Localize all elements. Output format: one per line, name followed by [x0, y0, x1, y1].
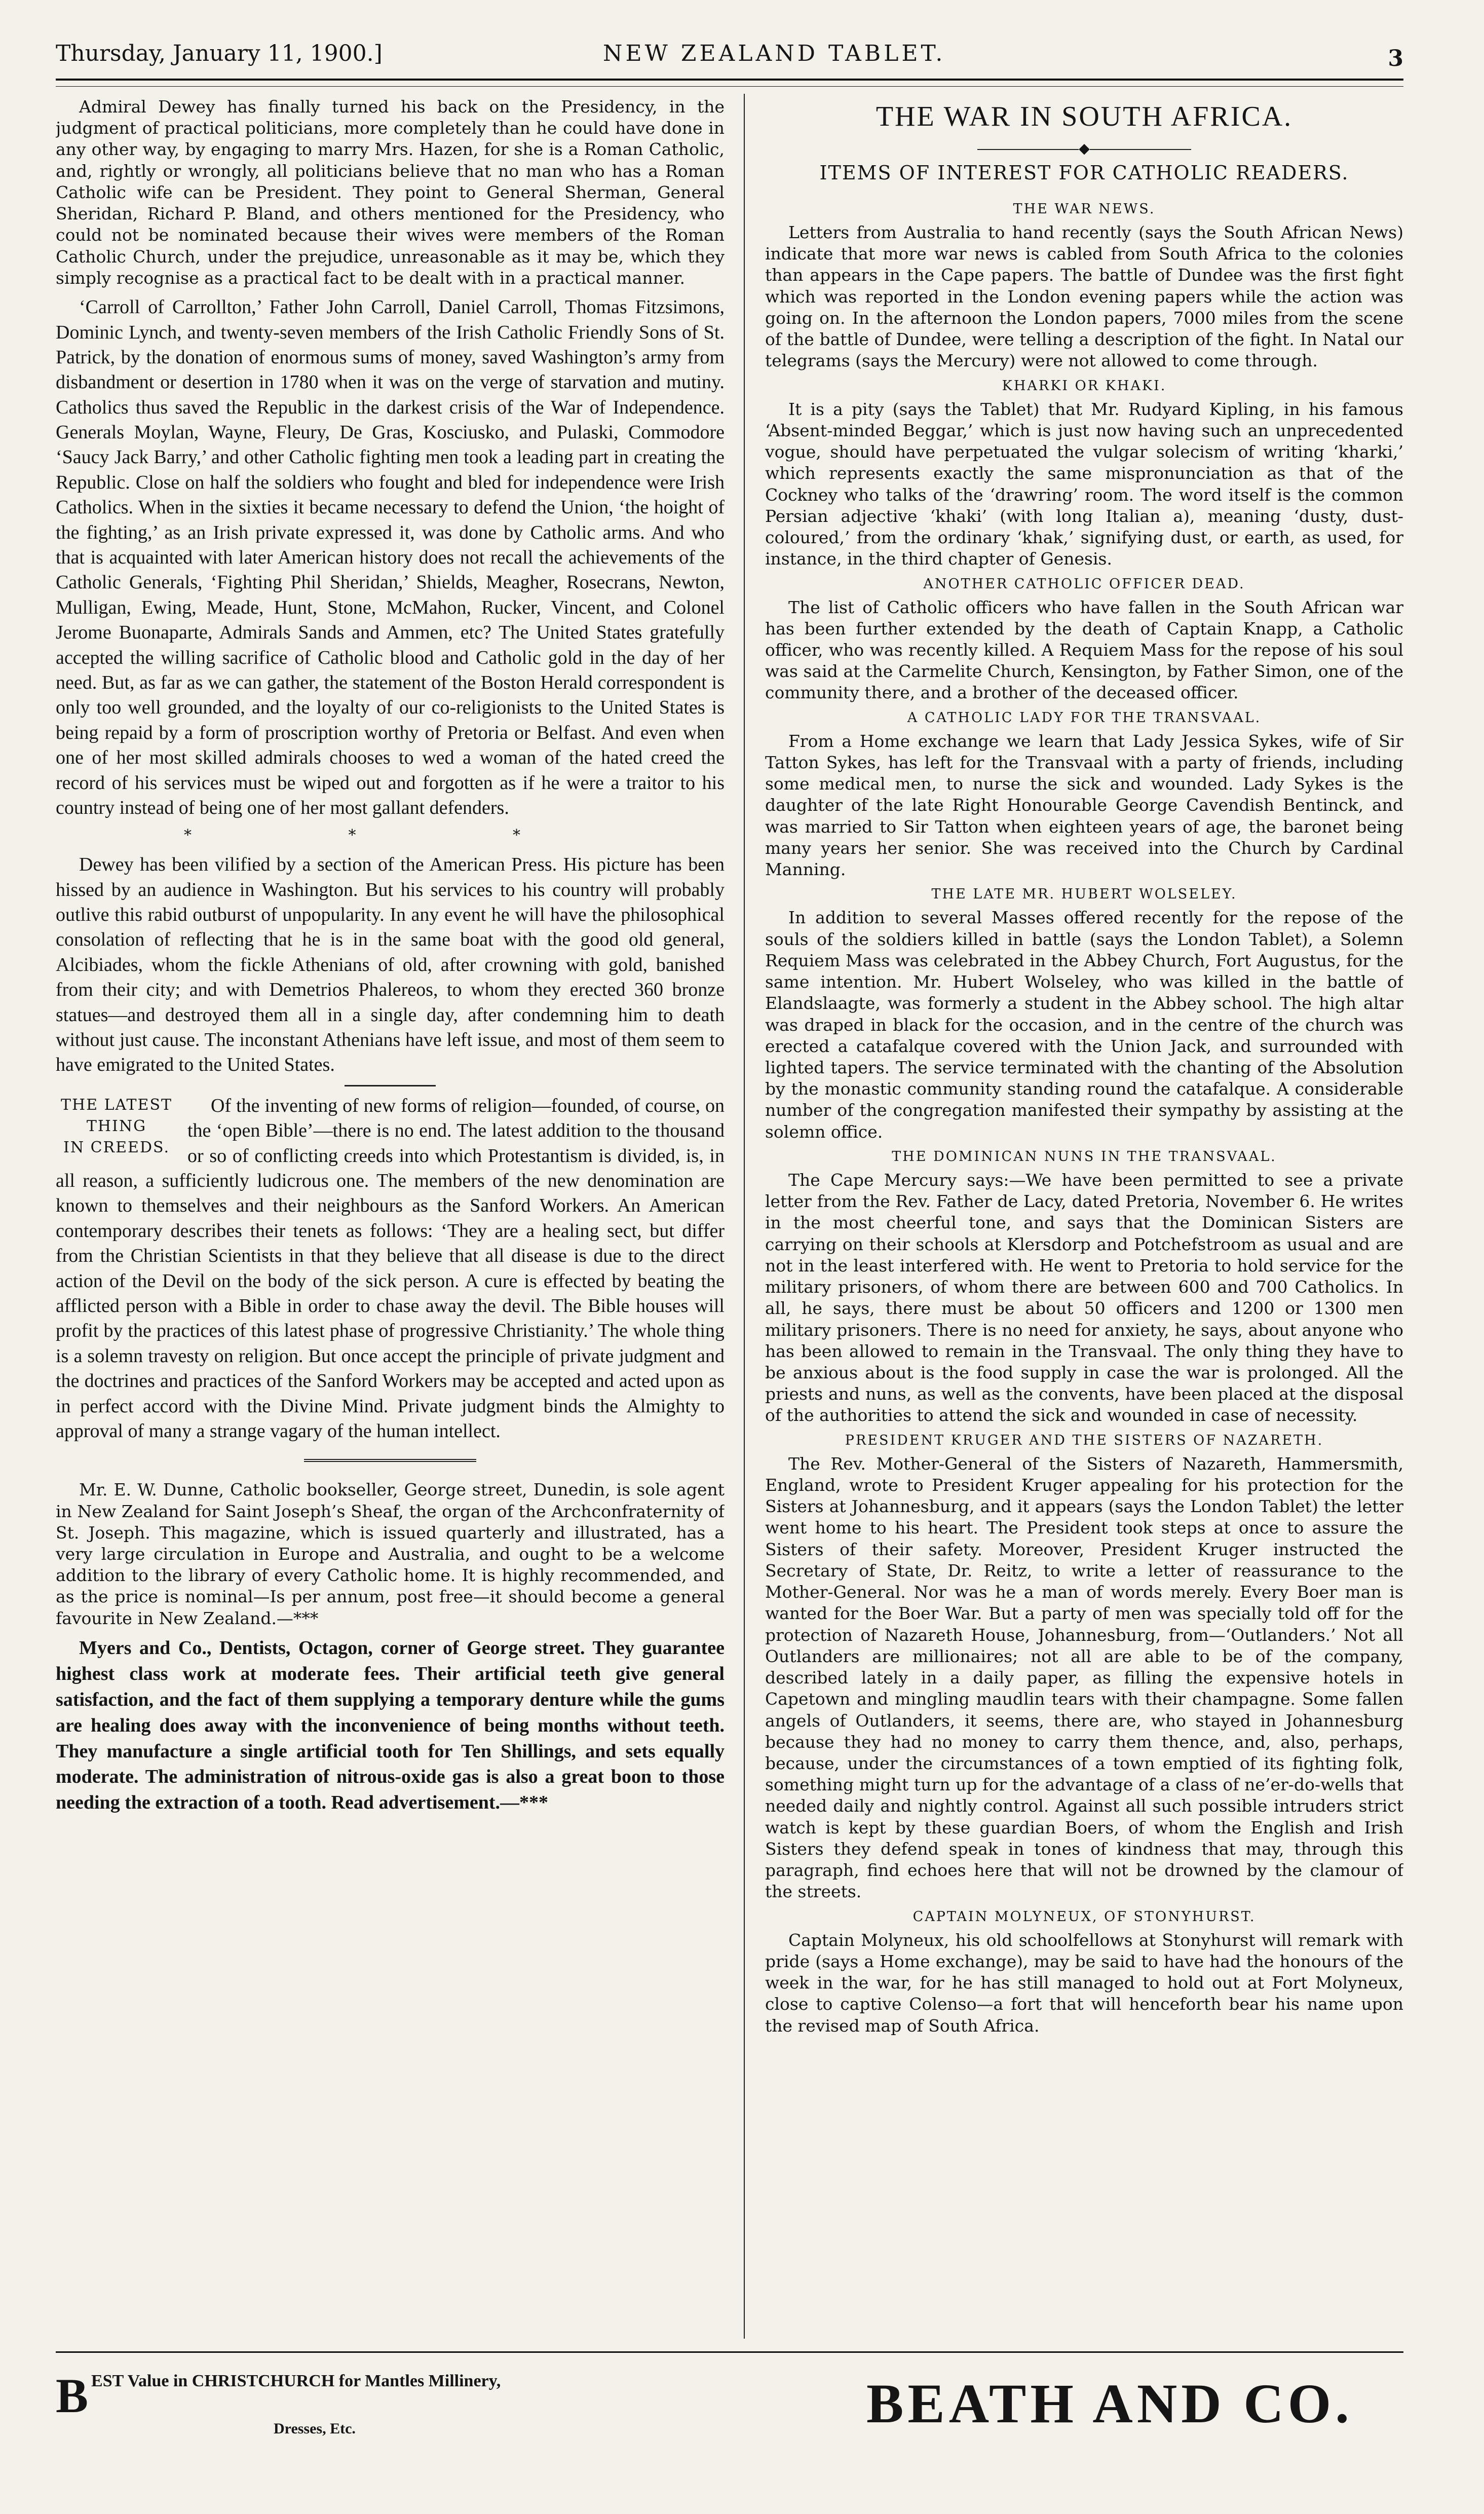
myers-notice: Myers and Co., Dentists, Octagon, corner of George street. They guarantee highest class work at moderate fees. Their artificial teeth give general satisfaction, and the fact of them supplying a temporary denture while the gums are healing does away with the inconvenience of being months without teeth. They manufacture a single artificial tooth for Ten Shillings, and sets equally moderate. The administration of nitrous-oxide gas is also a great boon to those needing the extraction of a tooth. Read advertisement.—***	[56, 1637, 725, 1814]
section-stars: * * *	[183, 827, 597, 845]
right-column	[765, 96, 1403, 2336]
section-heading: THE LATE MR. HUBERT WOLSELEY.	[931, 886, 1237, 903]
officer-paragraph: The list of Catholic officers who have fallen in the South African war has been further extended by the death of Captain Knapp, a Catholic officer, who was recently killed. A Requiem Mass for the repose of his soul was said at the Carmelite Church, Kensington, by Father Simon, one of the community there, and a brother of the deceased officer.	[765, 597, 1403, 703]
dewey-paragraph: Admiral Dewey has finally turned his back on the Presidency, in the judgment of practical politicians, more completely than he could have done in any other way, by engaging to marry Mrs. Hazen, for she is a Roman Catholic, and, rightly or wrongly, all politicians believe that no man who has a Roman Catholic wife can be President. They point to General Sherman, General Sheridan, Richard P. Bland, and others mentioned for the Presidency, who could not be nominated because their wives were members of the Roman Catholic Church, under the prejudice, unreasonable as it may be, which they simply recognise as a practical fact to be dealt with in a practical manner.	[56, 97, 725, 288]
carroll-paragraph: ‘Carroll of Carrollton,’ Father John Carroll, Daniel Carroll, Thomas Fitzsimons, Dominic Lynch, and twenty-seven members of the Irish Catholic Friendly Sons of St. Patrick, by the donation of enormous sums of money, saved Washington’s army from disbandment or desertion in 1780 when it was on the verge of starvation and mutiny. Catholics thus saved the Republic in the darkest crisis of the War of Independence. Generals Moylan, Wayne, Fleury, De Gras, Kosciusko, and Pulaski, Commodore ‘Saucy Jack Barry,’ and other Catholic fighting men took a leading part in creating the Republic. Close on half the soldiers who fought and bled for independence were Irish Catholics. When in the sixties it became necessary to defend the Union, ‘the hoight of the fighting,’ as an Irish private expressed it, was done by Catholic arms. And who that is acquainted with later American history does not recall the achievements of the Catholic Generals, ‘Fighting Phil Sheridan,’ Shields, Meagher, Rosecrans, Newton, Mulligan, Ewing, Meade, Hunt, Stone, McMahon, Rucker, Vincent, and Colonel Jerome Buonaparte, Admirals Sands and Ammen, etc? The United States gratefully accepted the willing sacrifice of Catholic blood and Catholic gold in the day of her need. But, as far as we can gather, the statement of the Boston Herald correspondent is only too well grounded, and the loyalty of our co-religionists to the United States is being repaid by a form of proscription worthy of Pretoria or Belfast. And even when one of her most skilled admirals chooses to wed a woman of the hated creed the record of his services must be wiped out and forgotten as if he were a traitor to his country instead of being one of her most gallant defenders.	[56, 296, 725, 818]
war-title: THE WAR IN SOUTH AFRICA.	[876, 101, 1293, 132]
issue-date: Thursday, January 11, 1900.]	[56, 41, 383, 66]
side-heading-line: THE LATEST	[60, 1096, 173, 1114]
left-column	[56, 96, 725, 2336]
masthead-rule	[56, 79, 1403, 81]
war-news-paragraph: Letters from Australia to hand recently (says the South African News) indicate that more war news is cabled from South Africa to the colonies than appears in the Cape papers. The battle of Dundee was the first fight which was reported in the London evening papers while the action was going on. In the afternoon the London papers, 7000 miles from the scene of the battle of Dundee, were telling a description of the fight. In Natal our telegrams (says the Mercury) were not allowed to come through.	[765, 222, 1403, 371]
double-divider	[304, 1459, 476, 1464]
side-heading-line: IN CREEDS.	[63, 1138, 170, 1156]
molyneux-paragraph: Captain Molyneux, his old schoolfellows at Stonyhurst will remark with pride (says a Home exchange), may be said to have had the honours of the week in the war, for he has still managed to hold out at Fort Molyneux, close to captive Colenso—a fort that will henceforth bear his name upon the revised map of South Africa.	[765, 1930, 1403, 2036]
dunne-notice: Mr. E. W. Dunne, Catholic bookseller, George street, Dunedin, is sole agent in New Zealand for Saint Joseph’s Sheaf, the organ of the Archconfraternity of St. Joseph. This magazine, which is issued quarterly and illustrated, has a very large circulation in Europe and Australia, and ought to be a welcome addition to the library of every Catholic home. It is highly recommended, and as the price is nominal—Is per annum, post free—it should become a general favourite in New Zealand.—***	[56, 1480, 725, 1628]
diamond-rule: ◆	[765, 140, 1403, 157]
side-heading	[56, 1095, 177, 1158]
column-divider	[744, 94, 745, 2339]
section-heading: PRESIDENT KRUGER AND THE SISTERS OF NAZARETH.	[845, 1432, 1324, 1448]
items-subtitle: ITEMS OF INTEREST FOR CATHOLIC READERS.	[819, 162, 1349, 184]
drop-cap: B	[56, 2369, 89, 2423]
advertiser-name: BEATH AND CO.	[866, 2373, 1353, 2434]
advert-line-2: Dresses, Etc.	[274, 2420, 356, 2437]
kharki-paragraph: It is a pity (says the Tablet) that Mr. Rudyard Kipling, in his famous ‘Absent-minded Beggar,’ which is just now having such an unprecedented vogue, should have perpetuated the vulgar solecism of writing ‘kharki,’ which represents exactly the same mispronunciation as that of the Cockney who talks of the ‘drawring’ room. The word itself is the common Persian adjective ‘khaki’ (with long Italian a), meaning ‘dusty, dust-coloured,’ from the ordinary ‘khak,’ signifying dust, or earth, as used, for instance, in the third chapter of Genesis.	[765, 399, 1403, 569]
section-heading: THE DOMINICAN NUNS IN THE TRANSVAAL.	[892, 1148, 1277, 1165]
divider	[345, 1085, 436, 1086]
section-heading: KHARKI OR KHAKI.	[1002, 378, 1167, 394]
section-heading: CAPTAIN MOLYNEUX, OF STONYHURST.	[912, 1908, 1256, 1925]
creeds-paragraph: Of the inventing of new forms of religion—founded, of course, on the ‘open Bible’—there is no end. The latest addition to the thousand or so of conflicting creeds into which Protestantism is divided, is, in all reason, a sufficiently ludicrous one. The members of the new denomination are known to themselves and their neighbours as the Sanford Workers. An American contemporary describes their tenets as follows: ‘They are a healing sect, but differ from the Christian Scientists in that they believe that all disease is due to the direct action of the Devil on the body of the sick person. A cure is effected by beating the afflicted person with a Bible in order to chase away the devil. The Bible houses will profit by the practices of this latest phase of progressive Christianity.’ The whole thing is a solemn travesty on religion. But once accept the principle of private judgment and the doctrines and practices of the Sanford Workers may be accepted and acted upon as in perfect accord with the Divine Mind. Private judgment binds the Almighty to approval of many a strange vagary of the human intellect.	[56, 1095, 725, 1442]
dewey-vilified-paragraph: Dewey has been vilified by a section of the American Press. His picture has been hissed by an audience in Washington. But his services to his country will probably outlive this rabid outburst of unpopularity. In any event he will have the philosophical consolation of reflecting that he is in the same boat with the good old general, Alcibiades, whom the fickle Athenians of old, after crowning with gold, banished from their city; and with Demetrios Phalereos, to whom they erected 360 bronze statues—and destroyed them all in a single day, after condemning him to death without just cause. The inconstant Athenians have left issue, and most of them seem to have emigrated to the United States.	[56, 854, 725, 1076]
advert-line: EST Value in CHRISTCHURCH for Mantles Millinery,	[91, 2372, 501, 2390]
page-number: 3	[1388, 46, 1403, 71]
footer-advert	[56, 2361, 1403, 2437]
masthead-rule-thin	[56, 86, 1403, 87]
wolseley-paragraph: In addition to several Masses offered recently for the repose of the souls of the soldiers killed in battle (says the London Tablet), a Solemn Requiem Mass was celebrated in the Abbey Church, Fort Augustus, for the same intention. Mr. Hubert Wolseley, who was killed in the battle of Elandslaagte, was formerly a student in the Abbey school. The high altar was draped in black for the occasion, and in the centre of the church was erected a catafalque covered with the Union Jack, and surrounded with lighted tapers. The service terminated with the chanting of the Absolution by the monastic community standing round the catafalque. A considerable number of the congregation manifested their sympathy by assisting at the solemn office.	[765, 908, 1403, 1142]
masthead	[56, 41, 1403, 81]
section-heading: THE WAR NEWS.	[1013, 201, 1156, 217]
footer-advert-left	[56, 2369, 501, 2437]
section-heading: ANOTHER CATHOLIC OFFICER DEAD.	[923, 576, 1245, 592]
footer-rule	[56, 2351, 1403, 2353]
side-heading-line: THING	[86, 1117, 147, 1135]
lady-paragraph: From a Home exchange we learn that Lady Jessica Sykes, wife of Sir Tatton Sykes, has left for the Transvaal with a party of friends, including some medical men, to nurse the sick and wounded. Lady Sykes is the daughter of the late Right Honourable George Cavendish Bentinck, and was married to Sir Tatton when eighteen years of age, the baronet being many years her senior. She was received into the Church by Cardinal Manning.	[765, 731, 1403, 880]
section-heading: A CATHOLIC LADY FOR THE TRANSVAAL.	[907, 709, 1262, 726]
kruger-paragraph: The Rev. Mother-General of the Sisters of Nazareth, Hammersmith, England, wrote to President Kruger appealing for his protection for the Sisters at Johannesburg, and it appears (says the London Tablet) the letter went home to his heart. The President took steps at once to assure the Sisters of their safety. Moreover, President Kruger instructed the Secretary of State, Dr. Reitz, to write a letter of reassurance to the Mother-General. Nor was he a man of words merely. Every Boer man is wanted for the Boer War. But a party of men was specially told off for the protection of Nazareth House, Johannesburg, from—‘Outlanders.’ Not all Outlanders are millionaires; not all are able to be of the company, described lately in a daily paper, as filling the expensive hotels in Capetown and mingling maudlin tears with their champagne. Some fallen angels of Outlanders, it seems, there are, who stayed in Johannesburg because they had no money to carry them thence, and, also, perhaps, because, under the circumstances of a town emptied of its fighting folk, something might turn up for the advantage of a class of ne’er-do-wells that needed daily and nightly control. Against all such possible intruders strict watch is kept by these guardian Boers, of whom the English and Irish Sisters they defend speak in tones of kindness that may, through this paragraph, find echoes here that will not be drowned by the clamour of the streets.	[765, 1453, 1403, 1902]
nuns-paragraph: The Cape Mercury says:—We have been permitted to see a private letter from the Rev. Father de Lacy, dated Pretoria, November 6. He writes in the most cheerful tone, and says that the Dominican Sisters are carrying on their schools at Klersdorp and Potchefstroom as usual and are not in the least interfered with. He went to Pretoria to hold service for the military prisoners, of whom there are between 600 and 700 Catholics. In all, he says, there must be about 50 officers and 1200 or 1300 men military prisoners. There is no need for anxiety, he says, about anyone who has been allowed to remain in the Transvaal. The only thing they have to be anxious about is the food supply in case the war is prolonged. All the priests and nuns, as well as the convents, have been placed at the disposal of the authorities to attend the sick and wounded in case of necessity.	[765, 1170, 1403, 1425]
paper-title: NEW ZEALAND TABLET.	[603, 41, 946, 66]
